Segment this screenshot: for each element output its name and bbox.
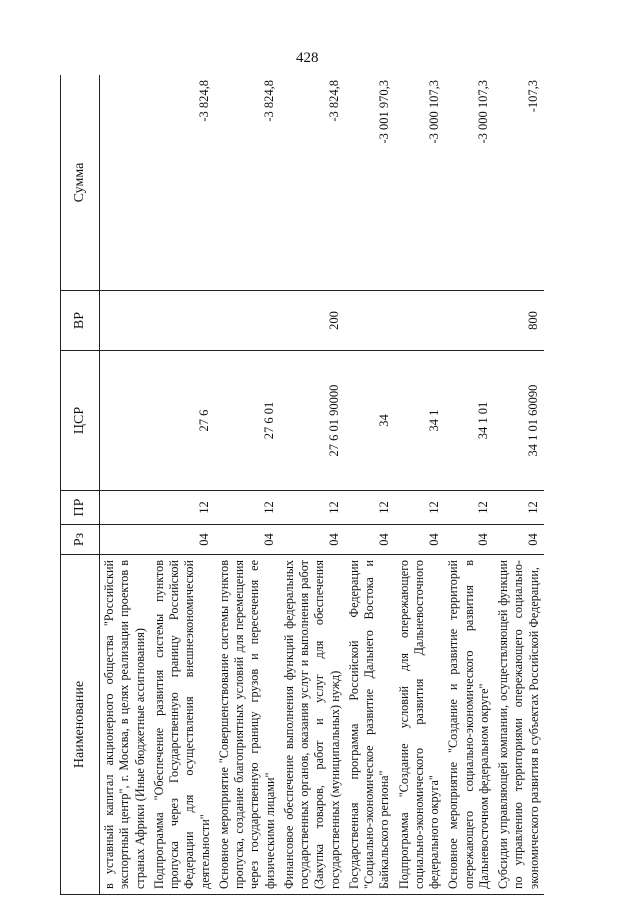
row-name: Основное мероприятие "Создание и развитие территорий опережающего социально-экономического развития в Дальневосточном федеральном округе" xyxy=(444,555,494,895)
rotated-page-area xyxy=(60,75,580,895)
row-sum: -3 824,8 xyxy=(280,75,345,291)
row-name: Подпрограмма "Обеспечение развития системы пунктов пропуска через Государственную границу Российской Федерации для осуществления внешнеэкономической деятельности" xyxy=(150,555,215,895)
table-row xyxy=(215,75,280,895)
row-rz: 04 xyxy=(494,525,544,555)
row-rz: 04 xyxy=(215,525,280,555)
row-vr: 200 xyxy=(280,291,345,351)
row-name: Государственная программа Российской Федерации "Социально-экономическое развитие Дальнего Востока и Байкальского региона" xyxy=(345,555,395,895)
row-csr: 34 1 01 60090 xyxy=(494,351,544,491)
row-sum: -107,3 xyxy=(494,75,544,291)
row-csr xyxy=(100,351,150,491)
row-csr: 34 xyxy=(345,351,395,491)
row-sum: -3 824,8 xyxy=(215,75,280,291)
row-rz: 04 xyxy=(280,525,345,555)
row-vr xyxy=(150,291,215,351)
header-rz: Рз xyxy=(61,525,100,555)
row-csr: 27 6 01 90000 xyxy=(280,351,345,491)
header-pr: ПР xyxy=(61,491,100,525)
row-vr xyxy=(100,291,150,351)
table-row xyxy=(280,75,345,895)
row-pr: 12 xyxy=(280,491,345,525)
row-vr xyxy=(444,291,494,351)
table-row xyxy=(345,75,395,895)
row-csr: 34 1 01 xyxy=(444,351,494,491)
row-sum: -3 001 970,3 xyxy=(345,75,395,291)
header-csr: ЦСР xyxy=(61,351,100,491)
header-vr: ВР xyxy=(61,291,100,351)
row-name: в уставный капитал акционерного общества "Российский экспортный центр", г. Москва, в целях реализации проектов в странах Африки (Иные бюджетные ассигнования) xyxy=(100,555,150,895)
row-sum: -3 824,8 xyxy=(150,75,215,291)
row-rz: 04 xyxy=(345,525,395,555)
row-vr: 800 xyxy=(494,291,544,351)
row-vr xyxy=(345,291,395,351)
budget-table-container xyxy=(60,75,580,895)
row-csr: 27 6 01 xyxy=(215,351,280,491)
row-pr xyxy=(100,491,150,525)
table-row xyxy=(395,75,445,895)
header-sum: Сумма xyxy=(61,75,100,291)
row-pr: 12 xyxy=(150,491,215,525)
row-name: Субсидии управляющей компании, осуществляющей функции по управлению территориями опережающего социально-экономического развития в субъектах Российской Федерации, xyxy=(494,555,544,895)
row-csr: 34 1 xyxy=(395,351,445,491)
row-vr xyxy=(395,291,445,351)
row-sum: -3 000 107,3 xyxy=(444,75,494,291)
row-rz: 04 xyxy=(395,525,445,555)
row-name: Основное мероприятие "Совершенствование системы пунктов пропуска, создание благоприятных условий для перемещения через государственную границу грузов и пересечения ее физическими лицами" xyxy=(215,555,280,895)
header-name: Наименование xyxy=(61,555,100,895)
table-header-row xyxy=(61,75,100,895)
row-csr: 27 6 xyxy=(150,351,215,491)
row-name: Финансовое обеспечение выполнения функций федеральных государственных органов, оказания услуг и выполнения работ (Закупка товаров, работ и услуг для обеспечения государственных (муниципальных) нужд) xyxy=(280,555,345,895)
budget-table xyxy=(60,75,544,895)
table-row xyxy=(494,75,544,895)
row-rz: 04 xyxy=(150,525,215,555)
table-row xyxy=(100,75,150,895)
row-rz xyxy=(100,525,150,555)
row-vr xyxy=(215,291,280,351)
row-pr: 12 xyxy=(395,491,445,525)
row-pr: 12 xyxy=(345,491,395,525)
row-pr: 12 xyxy=(215,491,280,525)
row-sum: -3 000 107,3 xyxy=(395,75,445,291)
row-sum xyxy=(100,75,150,291)
row-pr: 12 xyxy=(444,491,494,525)
row-name: Подпрограмма "Создание условий для опережающего социально-экономического развития Дальневосточного федерального округа" xyxy=(395,555,445,895)
row-pr: 12 xyxy=(494,491,544,525)
row-rz: 04 xyxy=(444,525,494,555)
table-row xyxy=(444,75,494,895)
table-row xyxy=(150,75,215,895)
page-number: 428 xyxy=(296,50,319,66)
